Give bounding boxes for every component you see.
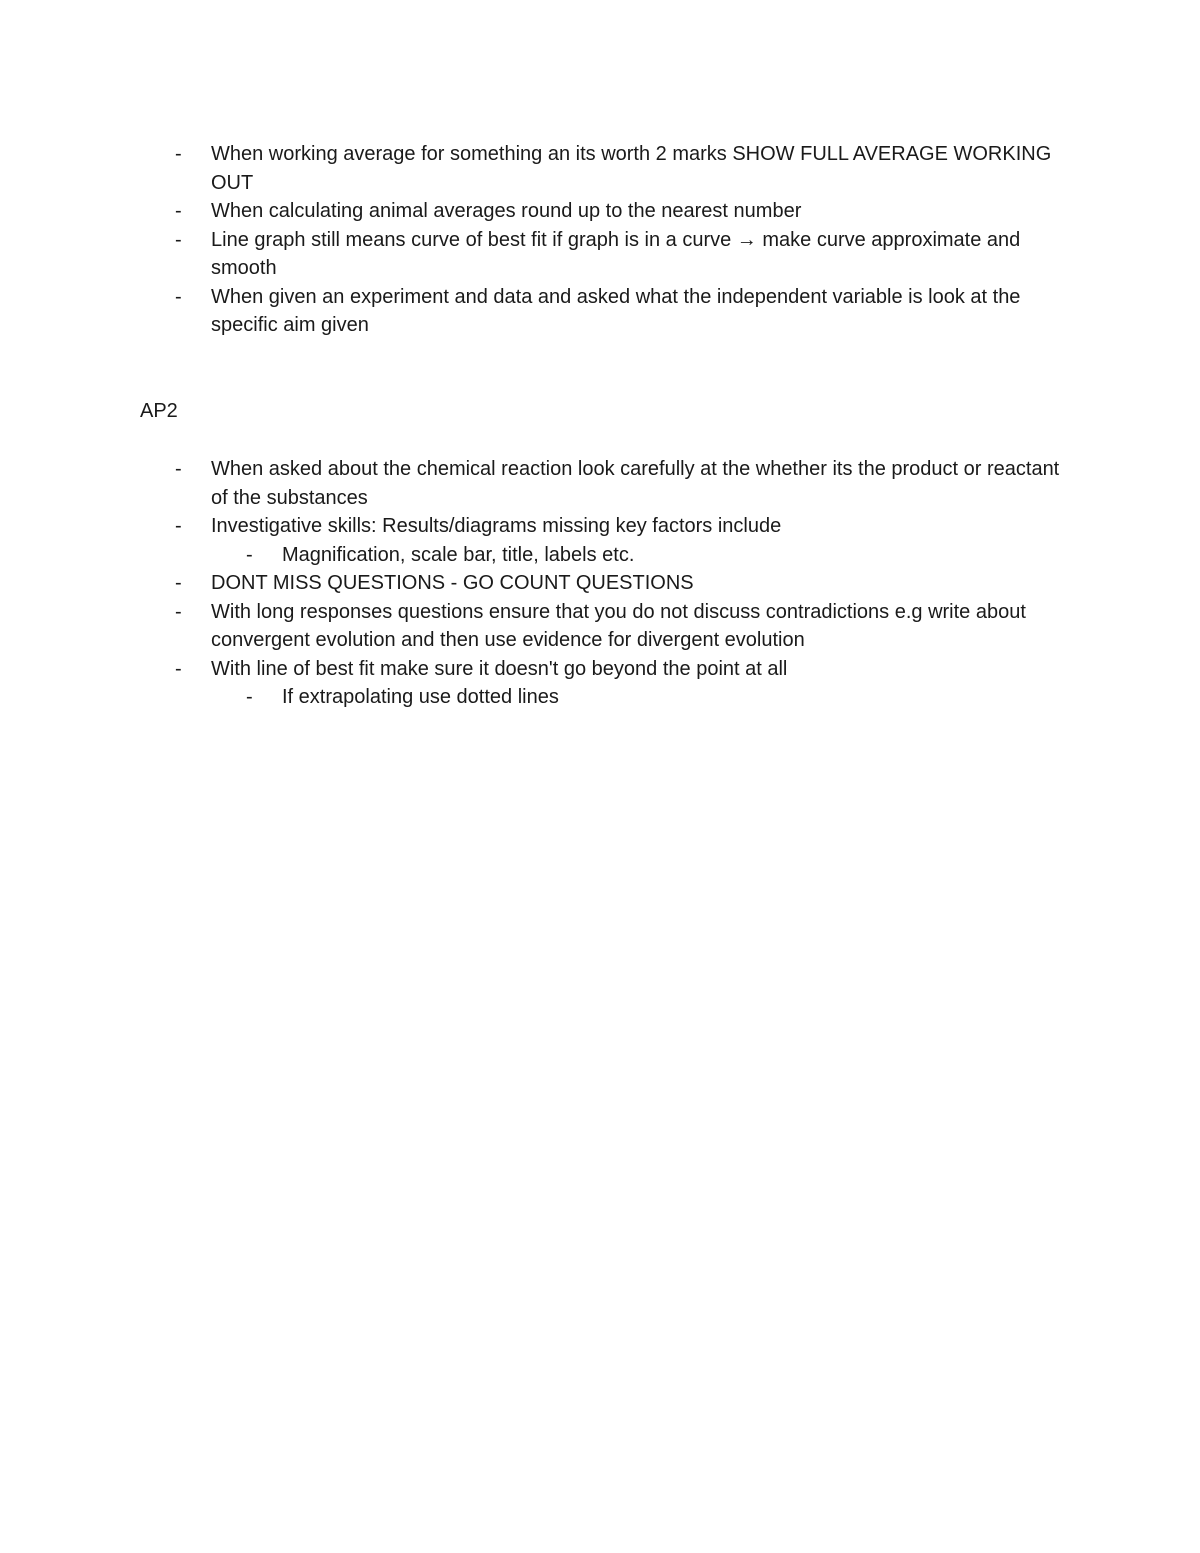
list-item-text: With long responses questions ensure that you do not discuss contradictions e.g write about convergent evolution and then use evidence for divergent evolution xyxy=(211,600,1026,651)
list-item xyxy=(0,569,1061,598)
list-item-text: With line of best fit make sure it doesn't go beyond the point at all xyxy=(211,657,788,680)
list-item xyxy=(0,598,1061,655)
list-item-text: Line graph still means curve of best fit if graph is in a curve → make curve approximate and smooth xyxy=(211,228,1021,279)
bullet-dash: - xyxy=(175,515,182,537)
bullet-dash: - xyxy=(175,600,182,623)
list-item xyxy=(0,512,1061,541)
notes-list-2 xyxy=(0,455,1062,712)
list-item-text: When asked about the chemical reaction look carefully at the whether its the product or reactant of the substances xyxy=(211,458,1060,509)
sub-list-item xyxy=(0,683,1062,712)
bullet-dash: - xyxy=(175,143,182,165)
list-item-text: Investigative skills: Results/diagrams missing key factors include xyxy=(211,515,782,537)
list-item-text: When calculating animal averages round up to the nearest number xyxy=(211,200,802,222)
notes-list-1 xyxy=(0,140,1061,340)
bullet-dash: - xyxy=(246,686,253,708)
bullet-dash: - xyxy=(246,543,253,566)
list-item xyxy=(0,283,1061,340)
list-item xyxy=(0,226,1061,283)
list-item-text: When working average for something an its worth 2 marks SHOW FULL AVERAGE WORKING OUT xyxy=(211,143,1052,194)
bullet-dash: - xyxy=(175,285,182,308)
list-item-text: When given an experiment and data and asked what the independent variable is look at the specific aim given xyxy=(211,285,1021,336)
list-item-text: DONT MISS QUESTIONS - GO COUNT QUESTIONS xyxy=(211,572,694,594)
list-item xyxy=(0,455,1061,512)
bullet-dash: - xyxy=(175,200,182,222)
bullet-dash: - xyxy=(175,228,182,251)
section-heading: AP2 xyxy=(140,400,178,422)
bullet-dash: - xyxy=(175,458,182,480)
list-item-text: If extrapolating use dotted lines xyxy=(282,686,559,708)
bullet-dash: - xyxy=(175,657,182,680)
list-item xyxy=(0,655,1061,684)
list-item-text: Magnification, scale bar, title, labels etc. xyxy=(282,543,635,566)
list-item xyxy=(0,197,1061,226)
list-item xyxy=(0,140,1061,197)
bullet-dash: - xyxy=(175,572,182,594)
sub-list-item xyxy=(0,541,1062,570)
